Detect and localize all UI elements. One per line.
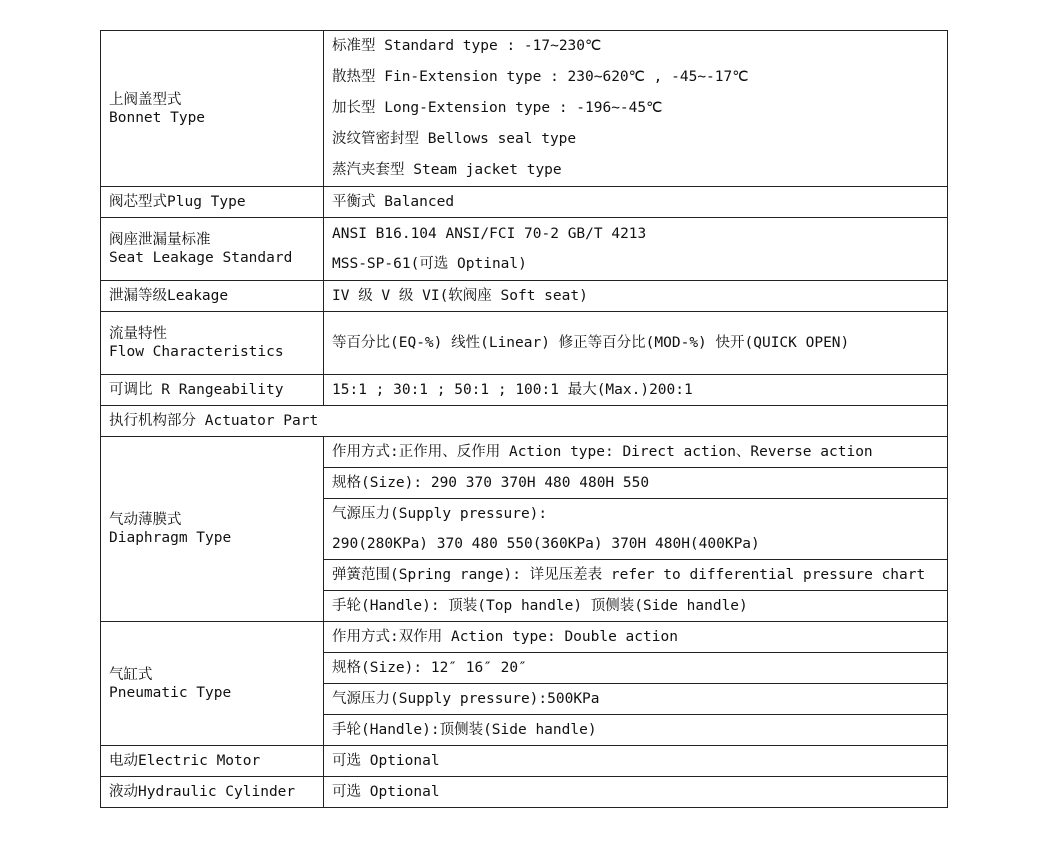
bonnet-label — [101, 31, 324, 187]
bonnet-fin-extension: 散热型 Fin-Extension type : 230~620℃ , -45~-17℃ — [332, 69, 749, 85]
seat-standards: ANSI B16.104 ANSI/FCI 70-2 GB/T 4213 — [332, 226, 647, 242]
diaphragm-label-cn: 气动薄膜式 — [109, 512, 182, 528]
hydraulic-value: 可选 Optional — [324, 777, 948, 808]
bonnet-long-extension: 加长型 Long-Extension type : -196~-45℃ — [332, 100, 663, 116]
pneumatic-action: 作用方式:双作用 Action type: Double action — [324, 622, 948, 653]
flow-label — [101, 312, 324, 375]
spec-table — [100, 30, 948, 808]
pneumatic-row-action — [101, 622, 948, 653]
diaphragm-pressure-values: 290(280KPa) 370 480 550(360KPa) 370H 480H(400KPa) — [332, 536, 760, 552]
seat-mss: MSS-SP-61(可选 Optinal) — [332, 256, 527, 272]
pneumatic-label — [101, 622, 324, 746]
bonnet-standard: 标准型 Standard type : -17~230℃ — [332, 38, 602, 54]
pneumatic-size: 规格(Size): 12″ 16″ 20″ — [324, 653, 948, 684]
seat-row — [101, 218, 948, 281]
diaphragm-pressure — [324, 499, 948, 560]
pneumatic-label-en: Pneumatic Type — [109, 684, 232, 701]
electric-label: 电动Electric Motor — [101, 746, 324, 777]
seat-label-en: Seat Leakage Standard — [109, 250, 293, 266]
plug-value: 平衡式 Balanced — [324, 187, 948, 218]
hydraulic-row — [101, 777, 948, 808]
bonnet-bellows: 波纹管密封型 Bellows seal type — [332, 131, 577, 147]
seat-values — [324, 218, 948, 281]
diaphragm-pressure-title: 气源压力(Supply pressure): — [332, 506, 548, 522]
diaphragm-spring: 弹簧范围(Spring range): 详见压差表 refer to differential pressure chart — [324, 560, 948, 591]
range-label: 可调比 R Rangeability — [101, 375, 324, 406]
plug-label: 阀芯型式Plug Type — [101, 187, 324, 218]
flow-label-cn: 流量特性 — [109, 326, 167, 342]
seat-label-cn: 阀座泄漏量标准 — [109, 232, 211, 248]
electric-row — [101, 746, 948, 777]
bonnet-label-cn: 上阀盖型式 — [109, 91, 182, 108]
diaphragm-handle: 手轮(Handle): 顶装(Top handle) 顶侧装(Side handle) — [324, 591, 948, 622]
leakage-value: IV 级 V 级 VI(软阀座 Soft seat) — [324, 281, 948, 312]
flow-label-en: Flow Characteristics — [109, 344, 284, 360]
bonnet-steam-jacket: 蒸汽夹套型 Steam jacket type — [332, 162, 562, 178]
actuator-heading: 执行机构部分 Actuator Part — [101, 406, 948, 437]
bonnet-row — [101, 31, 948, 187]
diaphragm-label-en: Diaphragm Type — [109, 530, 232, 546]
diaphragm-action: 作用方式:正作用、反作用 Action type: Direct action、Reverse action — [324, 437, 948, 468]
flow-value: 等百分比(EQ-%) 线性(Linear) 修正等百分比(MOD-%) 快开(QUICK OPEN) — [324, 312, 948, 375]
plug-row — [101, 187, 948, 218]
diaphragm-size: 规格(Size): 290 370 370H 480 480H 550 — [324, 468, 948, 499]
range-row — [101, 375, 948, 406]
leakage-label: 泄漏等级Leakage — [101, 281, 324, 312]
diaphragm-row-action — [101, 437, 948, 468]
bonnet-values — [324, 31, 948, 187]
pneumatic-pressure: 气源压力(Supply pressure):500KPa — [324, 684, 948, 715]
flow-row — [101, 312, 948, 375]
hydraulic-label: 液动Hydraulic Cylinder — [101, 777, 324, 808]
pneumatic-label-cn: 气缸式 — [109, 666, 153, 683]
diaphragm-label — [101, 437, 324, 622]
bonnet-label-en: Bonnet Type — [109, 109, 206, 126]
seat-label — [101, 218, 324, 281]
electric-value: 可选 Optional — [324, 746, 948, 777]
pneumatic-handle: 手轮(Handle):顶侧装(Side handle) — [324, 715, 948, 746]
range-value: 15:1 ; 30:1 ; 50:1 ; 100:1 最大(Max.)200:1 — [324, 375, 948, 406]
leakage-row — [101, 281, 948, 312]
actuator-row — [101, 406, 948, 437]
